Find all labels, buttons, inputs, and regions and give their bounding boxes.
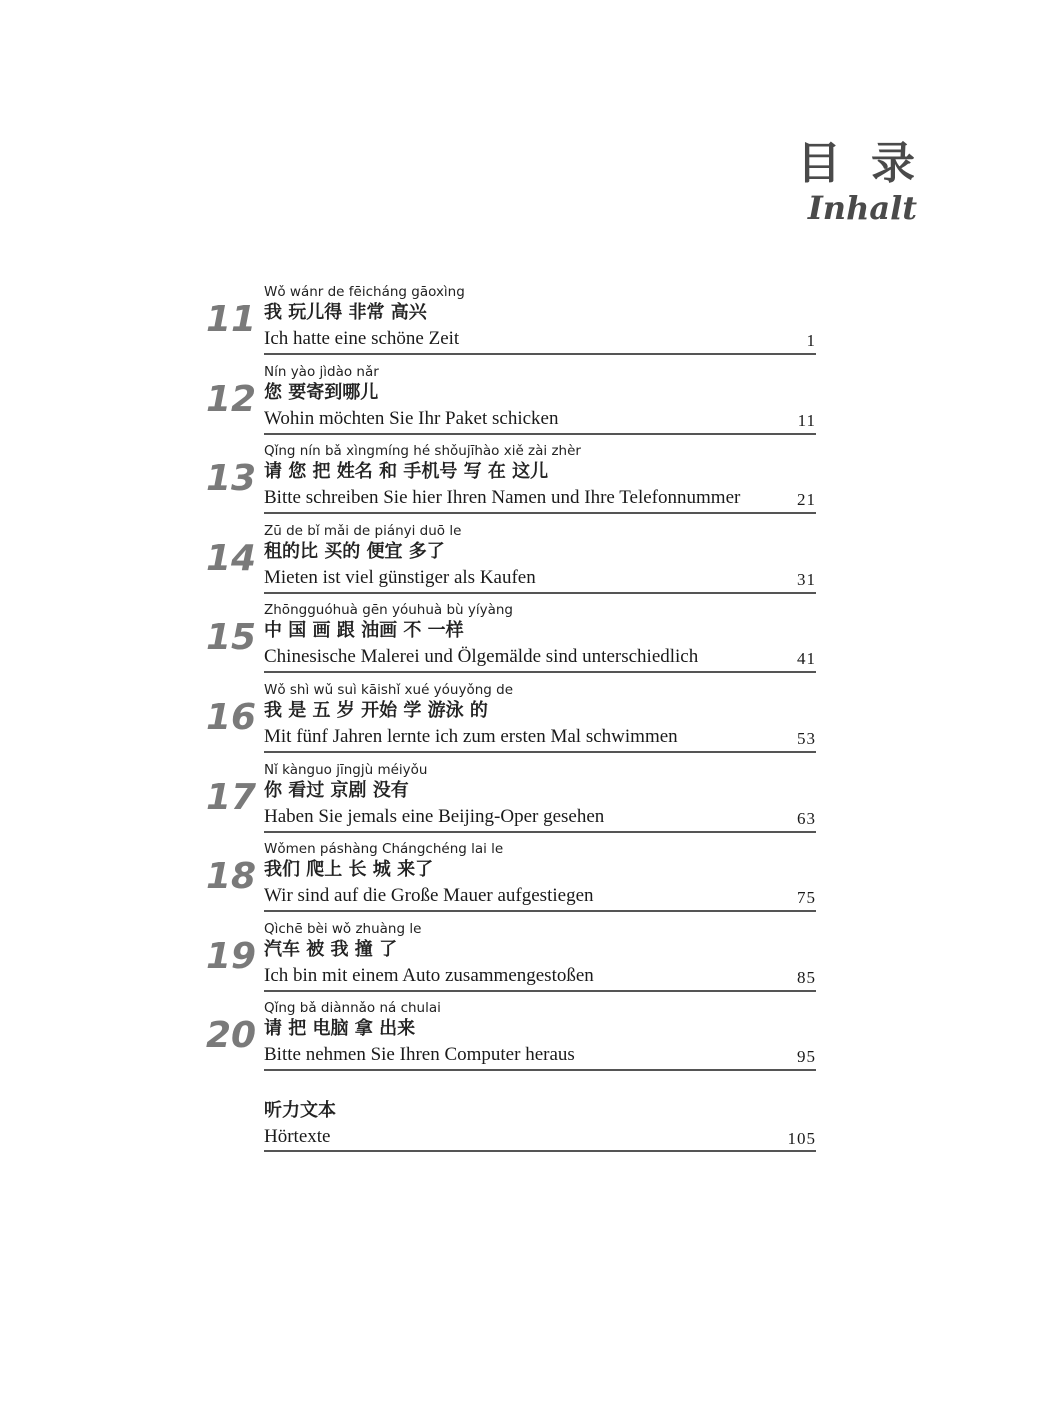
toc-entry-19[interactable] (0, 921, 1039, 1001)
lesson-page-number: 75 (797, 888, 816, 908)
table-of-contents (0, 284, 1039, 1160)
lesson-page-number: 31 (797, 569, 816, 589)
lesson-pinyin: Zū de bǐ mǎi de piányi duō le (264, 522, 462, 539)
entry-divider (264, 751, 816, 753)
appendix-german-title: Hörtexte (264, 1125, 331, 1147)
lesson-hanzi: 请 您 把 姓名 和 手机号 写 在 这儿 (264, 461, 549, 483)
lesson-pinyin: Wǒmen páshàng Chángchéng lai le (264, 841, 504, 858)
lesson-number: 17 (206, 776, 257, 818)
lesson-hanzi: 我 是 五 岁 开始 学 游泳 的 (264, 699, 488, 721)
lesson-german-title: Haben Sie jemals eine Beijing-Oper gesehen (264, 805, 605, 827)
lesson-page-number: 21 (797, 490, 816, 510)
lesson-german-title: Ich bin mit einem Auto zusammengestoßen (264, 964, 594, 986)
entry-divider (264, 433, 816, 435)
entry-divider (264, 1069, 816, 1071)
lesson-page-number: 53 (797, 728, 816, 748)
lesson-page-number: 1 (806, 331, 816, 350)
lesson-hanzi: 请 把 电脑 拿 出来 (264, 1018, 416, 1040)
lesson-number: 15 (206, 617, 257, 659)
toc-entry-18[interactable] (0, 841, 1039, 921)
lesson-german-title: Mieten ist viel günstiger als Kaufen (264, 566, 536, 588)
toc-entry-17[interactable] (0, 762, 1039, 842)
lesson-page-number: 41 (797, 649, 816, 669)
lesson-number: 18 (206, 856, 257, 898)
lesson-number: 11 (206, 299, 257, 340)
entry-divider (264, 910, 816, 912)
toc-entry-12[interactable] (0, 364, 1039, 444)
lesson-page-number: 85 (797, 967, 816, 987)
lesson-number: 20 (206, 1015, 257, 1057)
lesson-page-number: 63 (797, 808, 816, 828)
lesson-page-number: 11 (797, 410, 816, 430)
toc-entry-20[interactable] (0, 1000, 1039, 1080)
lesson-pinyin: Qìchē bèi wǒ zhuàng le (264, 920, 422, 937)
toc-entry-14[interactable] (0, 523, 1039, 603)
entry-divider (264, 671, 816, 673)
lesson-number: 19 (206, 935, 257, 977)
entry-divider (264, 1150, 816, 1152)
lesson-german-title: Wir sind auf die Große Mauer aufgestiegen (264, 885, 594, 907)
appendix-hanzi: 听力文本 (264, 1099, 336, 1121)
lesson-number: 14 (206, 537, 257, 579)
lesson-number: 16 (206, 696, 257, 738)
lesson-hanzi: 租的比 买的 便宜 多了 (264, 540, 445, 562)
lesson-pinyin: Qǐng bǎ diànnǎo ná chulai (264, 1000, 441, 1017)
lesson-pinyin: Nín yào jìdào nǎr (264, 363, 379, 380)
lesson-pinyin: Nǐ kànguo jīngjù méiyǒu (264, 761, 428, 778)
lesson-hanzi: 你 看过 京剧 没有 (264, 779, 409, 801)
lesson-page-number: 95 (797, 1047, 816, 1067)
toc-entry-11[interactable] (0, 284, 1039, 364)
lesson-german-title: Mit fünf Jahren lernte ich zum ersten Mal schwimmen (264, 725, 678, 747)
lesson-number: 12 (206, 378, 257, 420)
lesson-hanzi: 我们 爬上 长 城 来了 (264, 859, 434, 881)
lesson-german-title: Ich hatte eine schöne Zeit (264, 328, 460, 349)
toc-entry-appendix[interactable] (0, 1080, 1039, 1160)
lesson-german-title: Bitte schreiben Sie hier Ihren Namen und Ihre Telefonnummer (264, 487, 741, 509)
toc-entry-16[interactable] (0, 682, 1039, 762)
lesson-pinyin: Qǐng nín bǎ xìngmíng hé shǒujīhào xiě zài zhèr (264, 443, 581, 460)
title-chinese: 目录 (797, 138, 945, 189)
lesson-number: 13 (206, 458, 257, 500)
lesson-german-title: Wohin möchten Sie Ihr Paket schicken (264, 407, 559, 429)
lesson-pinyin: Zhōngguóhuà gēn yóuhuà bù yíyàng (264, 602, 513, 619)
lesson-german-title: Chinesische Malerei und Ölgemälde sind unterschiedlich (264, 646, 699, 668)
toc-entry-13[interactable] (0, 443, 1039, 523)
entry-divider (264, 353, 816, 355)
lesson-hanzi: 汽车 被 我 撞 了 (264, 938, 398, 960)
lesson-pinyin: Wǒ shì wǔ suì kāishǐ xué yóuyǒng de (264, 681, 514, 698)
entry-divider (264, 990, 816, 992)
lesson-german-title: Bitte nehmen Sie Ihren Computer heraus (264, 1044, 575, 1066)
entry-divider (264, 592, 816, 594)
appendix-page-number: 105 (787, 1128, 816, 1148)
lesson-hanzi: 您 要寄到哪儿 (264, 381, 379, 403)
title-german: Inhalt (807, 189, 917, 227)
entry-divider (264, 831, 816, 833)
lesson-hanzi: 我 玩儿得 非常 高兴 (264, 302, 427, 323)
lesson-hanzi: 中 国 画 跟 油画 不 一样 (264, 620, 464, 642)
toc-entry-15[interactable] (0, 602, 1039, 682)
lesson-pinyin: Wǒ wánr de fēicháng gāoxìng (264, 284, 465, 300)
entry-divider (264, 512, 816, 514)
